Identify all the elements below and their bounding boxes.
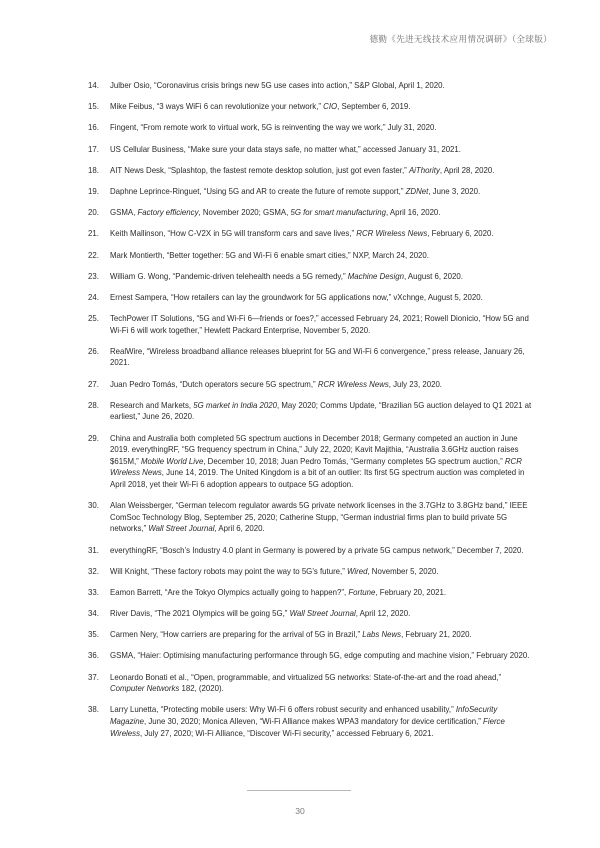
reference-item <box>88 672 534 695</box>
reference-text <box>110 401 531 422</box>
reference-number: 34. <box>88 609 99 619</box>
reference-text-segment: , April 12, 2020. <box>355 609 411 619</box>
reference-source-title: AiThority <box>408 165 440 175</box>
reference-source-title: Wall Street Journal <box>148 524 215 534</box>
reference-item <box>88 704 534 739</box>
reference-text <box>110 434 524 489</box>
reference-number: 14. <box>88 81 99 90</box>
reference-number: 23. <box>88 271 99 281</box>
reference-item <box>88 165 534 177</box>
reference-text-segment: , June 14, 2019. The United Kingdom is a bit of an outlier: Its first 5G spectrum auction was completed in April 2018, yet their Wi-Fi 6 adoption appears to outpace 5G adoption. <box>110 468 525 489</box>
reference-text <box>110 272 463 281</box>
reference-source-title: 5G for smart manufacturing <box>290 208 386 218</box>
reference-text-segment: William G. Wong, “Pandemic-driven telehealth needs a 5G remedy,” <box>110 271 348 281</box>
reference-item <box>88 346 534 369</box>
reference-number: 27. <box>88 379 99 389</box>
reference-text-segment: Larry Lunetta, “Protecting mobile users: Why Wi-Fi 6 offers robust security and enhanced usability,” <box>110 705 456 715</box>
reference-text <box>110 609 410 618</box>
reference-text <box>110 567 439 576</box>
reference-item <box>88 566 534 578</box>
reference-item <box>88 500 534 535</box>
reference-text <box>110 546 524 555</box>
page-number: 30 <box>295 806 305 816</box>
reference-text-segment: Research and Markets, <box>110 400 194 410</box>
reference-number: 19. <box>88 186 99 196</box>
reference-text-segment: Alan Weissberger, “German telecom regulator awards 5G private network licenses in the 3.7GHz to 3.8GHz band,” IEEE ComSoc Technology Blog, September 25, 2020; Catherine Stupp, “German industrial firms plan to build private 5G networks,” <box>110 501 528 534</box>
reference-text <box>110 501 528 533</box>
reference-text-segment: , November 5, 2020. <box>367 566 439 576</box>
reference-number: 26. <box>88 346 99 356</box>
reference-text-segment: Ernest Sampera, “How retailers can lay the groundwork for 5G applications now,” vXchnge, August 5, 2020. <box>110 292 483 302</box>
reference-text-segment: GSMA, <box>110 208 138 218</box>
reference-source-title: RCR Wireless News <box>356 229 428 239</box>
reference-text-segment: , February 6, 2020. <box>427 229 494 239</box>
reference-number: 38. <box>88 705 99 715</box>
reference-text-segment: , June 30, 2020; Monica Alleven, “Wi-Fi Alliance makes WPA3 mandatory for device certification,” <box>144 717 484 727</box>
reference-text <box>110 630 472 639</box>
reference-number: 28. <box>88 400 99 410</box>
reference-source-title: Factory efficiency <box>137 208 199 218</box>
reference-text <box>110 102 410 111</box>
reference-item <box>88 379 534 391</box>
reference-source-title: Fierce Wireless <box>110 717 505 738</box>
reference-text <box>110 166 494 175</box>
reference-text-segment: , July 23, 2020. <box>388 379 442 389</box>
reference-source-title: RCR Wireless News <box>110 456 522 478</box>
reference-item <box>88 271 534 283</box>
reference-number: 30. <box>88 501 99 511</box>
reference-text-segment: everythingRF, “Bosch’s Industry 4.0 plant in Germany is powered by a private 5G campus network,” December 7, 2020. <box>110 545 524 555</box>
reference-source-title: Mobile World Live <box>140 456 204 466</box>
reference-text-segment: , February 20, 2021. <box>375 587 447 597</box>
reference-number: 20. <box>88 208 99 218</box>
reference-list <box>88 80 534 749</box>
reference-number: 25. <box>88 314 99 324</box>
reference-text-segment: Carmen Nery, “How carriers are preparing for the arrival of 5G in Brazil,” <box>110 630 363 640</box>
reference-source-title: Wall Street Journal <box>289 609 356 619</box>
reference-text-segment: AIT News Desk, “Splashtop, the fastest remote desktop solution, just got even faster,” <box>110 165 409 175</box>
reference-text-segment: GSMA, “Haier: Optimising manufacturing performance through 5G, edge computing and machine vision,” February 2020. <box>110 651 530 661</box>
reference-text <box>110 314 529 335</box>
reference-number: 24. <box>88 292 99 302</box>
reference-text-segment: Daphne Leprince-Ringuet, “Using 5G and AR to create the future of remote support,” <box>110 186 406 196</box>
reference-text-segment: RealWire, “Wireless broadband alliance releases blueprint for 5G and Wi-Fi 6 convergence,” press release, January 26, 2021. <box>110 346 525 368</box>
reference-text-segment: , August 6, 2020. <box>404 271 463 281</box>
reference-number: 18. <box>88 165 99 175</box>
reference-text-segment: TechPower IT Solutions, “5G and Wi-Fi 6—friends or foes?,” accessed February 24, 2021; Rowell Dionicio, “How 5G and Wi-Fi 6 will work together,” Hewlett Packard Enterprise, November 5, 2020. <box>110 314 529 335</box>
reference-text <box>110 229 494 238</box>
reference-source-title: InfoSecurity Magazine <box>110 705 498 727</box>
reference-text-segment: US Cellular Business, “Make sure your data stays safe, no matter what,” accessed January 31, 2021. <box>110 144 461 154</box>
reference-source-title: RCR Wireless News <box>317 379 389 389</box>
reference-text-segment: River Davis, “The 2021 Olympics will be going 5G,” <box>110 609 290 619</box>
reference-text-segment: Eamon Barrett, “Are the Tokyo Olympics actually going to happen?”, <box>110 587 349 597</box>
reference-item <box>88 101 534 113</box>
reference-source-title: Computer Networks <box>110 684 180 694</box>
running-header: 德勤《先进无线技术应用情况调研》（全球版） <box>369 35 552 45</box>
reference-text <box>110 380 442 389</box>
reference-text <box>110 651 529 660</box>
reference-source-title: 5G market in India 2020 <box>193 400 277 410</box>
reference-text <box>110 293 483 302</box>
reference-number: 33. <box>88 587 99 597</box>
reference-item <box>88 650 534 662</box>
reference-text-segment: Will Knight, “These factory robots may point the way to 5G’s future,” <box>110 566 348 576</box>
reference-text-segment: , June 3, 2020. <box>428 186 481 196</box>
reference-text-segment: , September 6, 2019. <box>337 102 411 112</box>
reference-number: 17. <box>88 144 99 154</box>
reference-source-title: Wired <box>347 566 368 576</box>
reference-text <box>110 347 525 368</box>
reference-source-title: Machine Design <box>347 271 404 281</box>
reference-text-segment: , February 21, 2020. <box>401 630 472 640</box>
reference-item <box>88 400 534 423</box>
reference-text-segment: , May 2020; Comms Update, “Brazilian 5G auction delayed to Q1 2021 at earliest,” June 26, 2020. <box>110 400 532 422</box>
reference-text <box>110 208 440 217</box>
reference-item <box>88 629 534 641</box>
reference-text <box>110 588 446 597</box>
reference-text-segment: , April 16, 2020. <box>385 208 441 218</box>
reference-item <box>88 433 534 491</box>
reference-item <box>88 80 534 92</box>
reference-item <box>88 207 534 219</box>
reference-text <box>110 251 429 260</box>
reference-text-segment: China and Australia both completed 5G spectrum auctions in December 2018; Germany competed an auction in June 2019. everythingRF, “5G frequency spectrum in China,” July 22, 2020; Kavit Majithia, “Australia 3.6GHz auction raises $615M,” <box>110 433 519 466</box>
reference-text <box>110 673 501 694</box>
reference-item <box>88 186 534 198</box>
reference-text <box>110 81 445 90</box>
reference-item <box>88 313 534 336</box>
reference-text-segment: Fingent, “From remote work to virtual work, 5G is reinventing the way we work,” July 31, 2020. <box>110 123 437 133</box>
reference-item <box>88 292 534 304</box>
reference-item <box>88 587 534 599</box>
reference-text <box>110 145 461 154</box>
reference-text <box>110 187 480 196</box>
reference-source-title: Labs News <box>362 630 402 640</box>
reference-number: 37. <box>88 672 99 682</box>
reference-number: 32. <box>88 566 99 576</box>
reference-item <box>88 545 534 557</box>
reference-item <box>88 144 534 156</box>
reference-text-segment: Keith Mallinson, “How C-V2X in 5G will transform cars and save lives,” <box>110 229 357 239</box>
reference-number: 36. <box>88 651 99 661</box>
reference-text <box>110 705 505 737</box>
reference-text-segment: 182, (2020). <box>179 684 224 694</box>
reference-number: 16. <box>88 123 99 133</box>
reference-text-segment: , November 2020; GSMA, <box>198 208 291 218</box>
reference-text-segment: Juan Pedro Tomás, “Dutch operators secure 5G spectrum,” <box>110 379 318 389</box>
reference-text-segment: , July 27, 2020; Wi-Fi Alliance, “Discover Wi-Fi security,” accessed February 6, 2021. <box>140 728 434 738</box>
reference-text-segment: , December 10, 2018; Juan Pedro Tomás, “Germany completes 5G spectrum auction,” <box>203 456 505 466</box>
reference-number: 35. <box>88 630 99 640</box>
footer-divider <box>247 790 351 791</box>
reference-number: 15. <box>88 102 99 112</box>
reference-item <box>88 250 534 262</box>
reference-text-segment: Leonardo Bonati et al., “Open, programmable, and virtualized 5G networks: State-of-the-art and the road ahead,” <box>110 672 502 682</box>
reference-text-segment: Mark Montierth, “Better together: 5G and Wi-Fi 6 enable smart cities,” NXP, March 24, 2020. <box>110 250 429 260</box>
reference-text-segment: , April 28, 2020. <box>439 165 495 175</box>
reference-item <box>88 122 534 134</box>
reference-item <box>88 228 534 240</box>
reference-source-title: Fortune <box>348 587 376 597</box>
reference-number: 29. <box>88 433 99 443</box>
reference-number: 21. <box>88 229 99 239</box>
reference-item <box>88 608 534 620</box>
reference-text-segment: Mike Feibus, “3 ways WiFi 6 can revolutionize your network,” <box>110 102 324 112</box>
reference-text-segment: , April 6, 2020. <box>214 524 265 534</box>
reference-text <box>110 123 437 132</box>
reference-source-title: ZDNet <box>405 186 429 196</box>
reference-number: 22. <box>88 250 99 260</box>
reference-text-segment: Julber Osio, “Coronavirus crisis brings new 5G use cases into action,” S&P Global, April 1, 2020. <box>110 81 445 90</box>
reference-source-title: CIO <box>323 102 338 112</box>
reference-number: 31. <box>88 545 99 555</box>
